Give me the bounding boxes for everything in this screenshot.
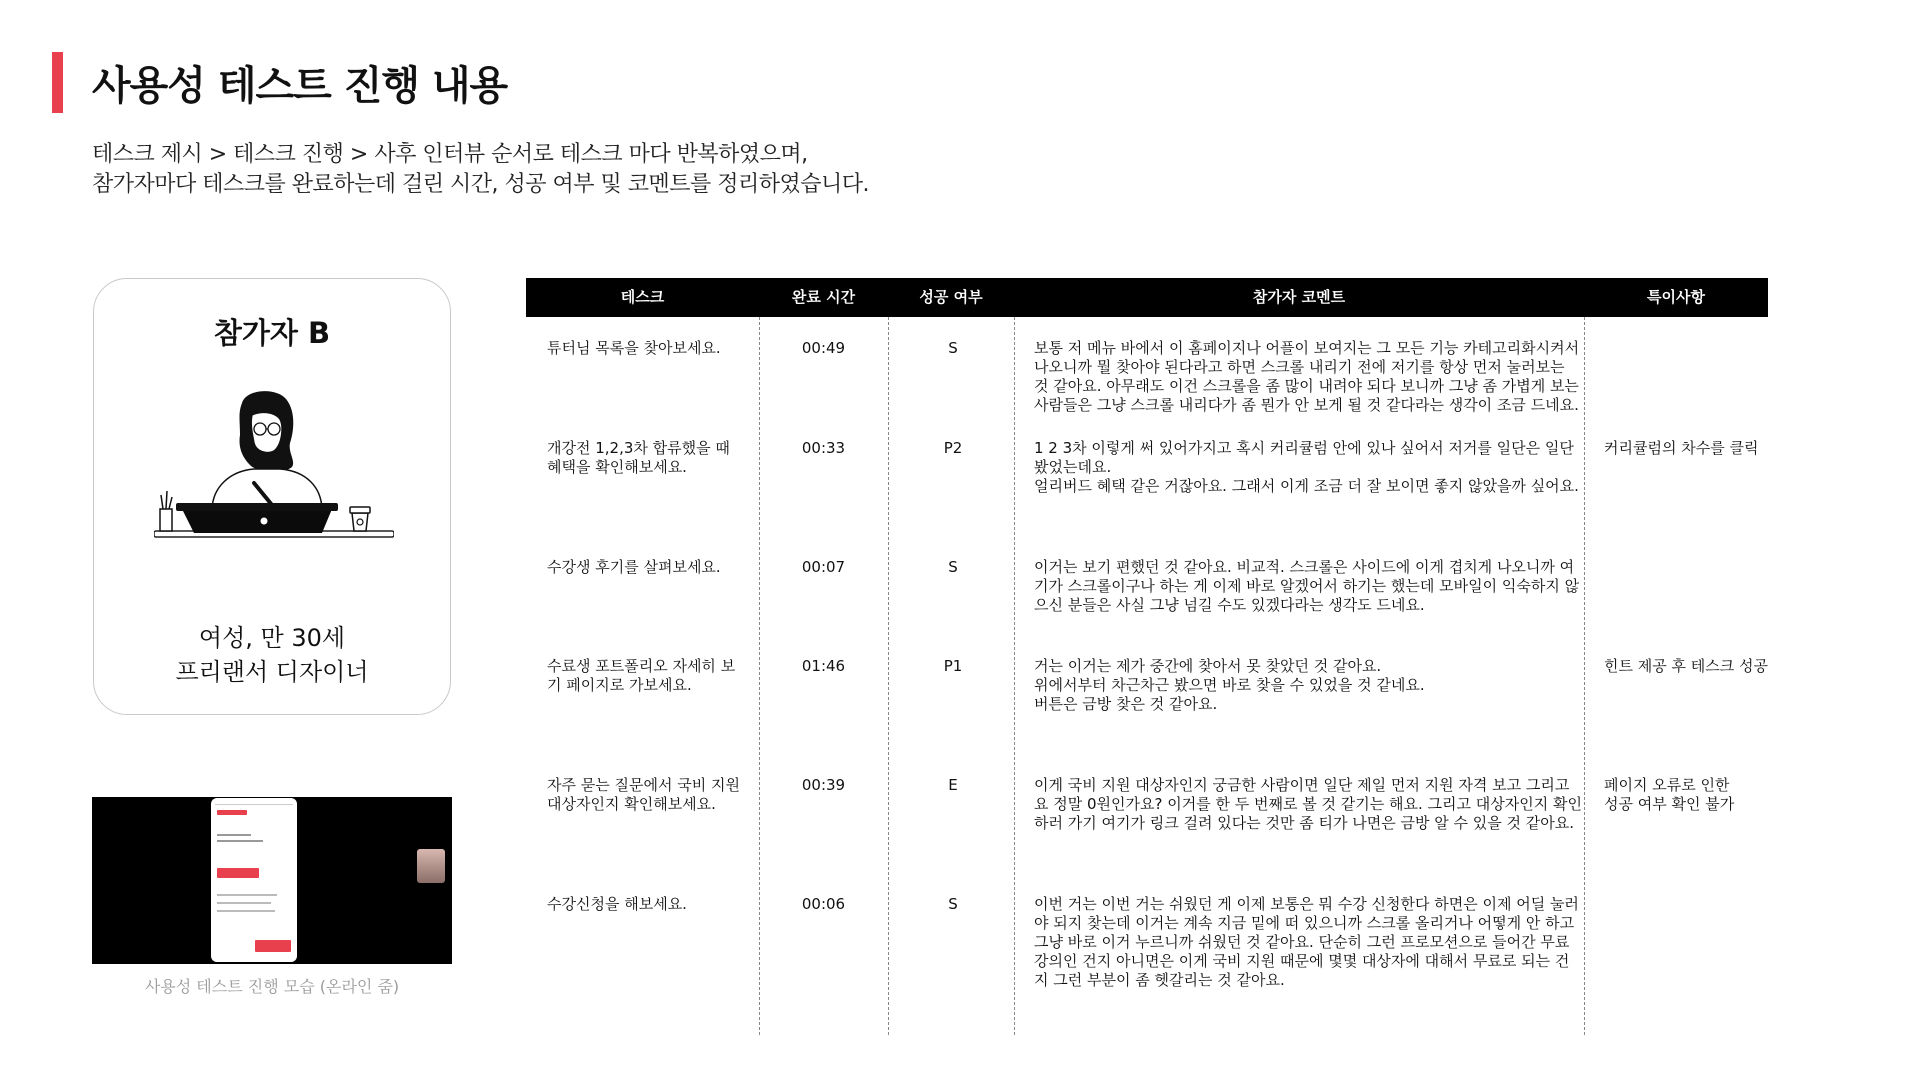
comment-cell: 1 2 3차 이렇게 써 있어가지고 혹시 커리큘럼 안에 있나 싶어서 저거를 일단은 일단 봤었는데요. 얼리버드 혜택 같은 거잖아요. 그래서 이게 조금 더 잘 보이면 좋지 않았을까 싶어요.	[1034, 439, 1579, 495]
header-note: 특이사항	[1647, 288, 1705, 306]
table-body	[526, 317, 1768, 1035]
intro-text	[92, 140, 869, 200]
time-cell: 00:07	[801, 558, 846, 576]
comment-cell: 보통 저 메뉴 바에서 이 홈페이지나 어플이 보여지는 그 모든 기능 카테고리화시켜서 나오니까 뭘 찾아야 된다라고 하면 스크롤 내리기 전에 저기를 항상 먼저 눌러보는 것 같아요. 아무래도 이건 스크롤을 좀 많이 내려야 되다 보니까 그냥 좀 가볍게 보는 사람들은 그냥 스크롤 내리다가 좀 뭔가 안 보게 될 것 같다라는 생각이 조금 드네요.	[1034, 339, 1580, 414]
note-cell: 페이지 오류로 인한 성공 여부 확인 불가	[1604, 776, 1735, 813]
success-cell: S	[948, 895, 958, 913]
column-divider	[1014, 317, 1015, 1035]
time-cell: 00:06	[801, 895, 846, 913]
comment-cell: 이거는 보기 편했던 것 같아요. 비교적. 스크롤은 사이드에 이게 겹치게 나오니까 여 기가 스크롤이구나 하는 게 이제 바로 알겠어서 하기는 했는데 모바일이 익숙하지 않 으신 분들은 사실 그냥 넘길 수도 있겠다라는 생각도 드네요.	[1034, 558, 1580, 614]
note-cell: 커리큘럼의 차수를 클릭	[1604, 439, 1759, 457]
success-cell: E	[948, 776, 958, 794]
photo-caption: 사용성 테스트 진행 모습 (온라인 줌)	[144, 977, 400, 996]
header-task: 테스크	[620, 288, 665, 306]
column-divider	[1584, 317, 1585, 1035]
intro-line: 참가자마다 테스크를 완료하는데 걸린 시간, 성공 여부 및 코멘트를 정리하였습니다.	[92, 172, 869, 197]
time-cell: 01:46	[801, 657, 846, 675]
task-cell: 튜터님 목록을 찾아보세요.	[547, 339, 721, 357]
participant-name: 참가자 B	[213, 316, 331, 350]
time-cell: 00:33	[801, 439, 846, 457]
success-cell: P2	[943, 439, 963, 457]
time-cell: 00:39	[801, 776, 846, 794]
task-cell: 수강신청을 해보세요.	[547, 895, 687, 913]
task-cell: 자주 묻는 질문에서 국비 지원 대상자인지 확인해보세요.	[547, 776, 740, 813]
phone-screen-mockup	[211, 798, 297, 962]
success-cell: S	[948, 339, 958, 357]
column-divider	[888, 317, 889, 1035]
intro-line: 테스크 제시 > 테스크 진행 > 사후 인터뷰 순서로 테스크 마다 반복하였으며,	[92, 142, 808, 167]
page-title: 사용성 테스트 진행 내용	[92, 63, 508, 109]
column-divider	[759, 317, 760, 1035]
participant-description	[94, 621, 450, 689]
participant-gender-age: 여성, 만 30세	[198, 624, 346, 652]
participant-card	[93, 278, 451, 715]
success-cell: S	[948, 558, 958, 576]
task-cell: 수료생 포트폴리오 자세히 보 기 페이지로 가보세요.	[547, 657, 736, 694]
webcam-thumbnail	[417, 849, 445, 883]
header-comment: 참가자 코멘트	[1252, 288, 1346, 306]
success-cell: P1	[943, 657, 963, 675]
task-cell: 개강전 1,2,3차 합류했을 때 혜택을 확인해보세요.	[547, 439, 730, 476]
person-at-laptop-illustration	[154, 391, 394, 551]
header-time: 완료 시간	[791, 288, 856, 306]
comment-cell: 이번 거는 이번 거는 쉬웠던 게 이제 보통은 뭐 수강 신청한다 하면은 이제 어딜 눌러 야 되지 찾는데 이거는 계속 지금 밑에 떠 있으니까 스크롤 올리거나 어떻게 안 하고 그냥 바로 이거 누르니까 쉬웠던 것 같아요. 단순히 그런 프로모션으로 들어간 무료 강의인 건지 아니면은 이게 국비 지원 때문에 몇몇 대상자에 대해서 무료로 되는 건 지 그런 부분이 좀 헷갈리는 것 같아요.	[1034, 895, 1579, 989]
table-header	[526, 278, 1768, 317]
note-cell: 힌트 제공 후 테스크 성공	[1604, 657, 1768, 675]
time-cell: 00:49	[801, 339, 846, 357]
task-results-table	[526, 278, 1768, 1035]
comment-cell: 이게 국비 지원 대상자인지 궁금한 사람이면 일단 제일 먼저 지원 자격 보고 그리고 요 정말 0원인가요? 이거를 한 두 번째로 볼 것 같기는 해요. 그리고 대상자인지 확인 하러 가기 여기가 링크 걸려 있다는 것만 좀 티가 나면은 금방 알 수 있을 것 같아요.	[1034, 776, 1582, 832]
title-accent-bar	[52, 52, 63, 113]
zoom-session-screenshot	[92, 797, 452, 964]
header-success: 성공 여부	[919, 288, 983, 306]
task-cell: 수강생 후기를 살펴보세요.	[547, 558, 721, 576]
participant-occupation: 프리랜서 디자이너	[175, 658, 369, 686]
comment-cell: 거는 이거는 제가 중간에 찾아서 못 찾았던 것 같아요. 위에서부터 차근차근 봤으면 바로 찾을 수 있었을 것 같네요. 버튼은 금방 찾은 것 같아요.	[1034, 657, 1425, 713]
